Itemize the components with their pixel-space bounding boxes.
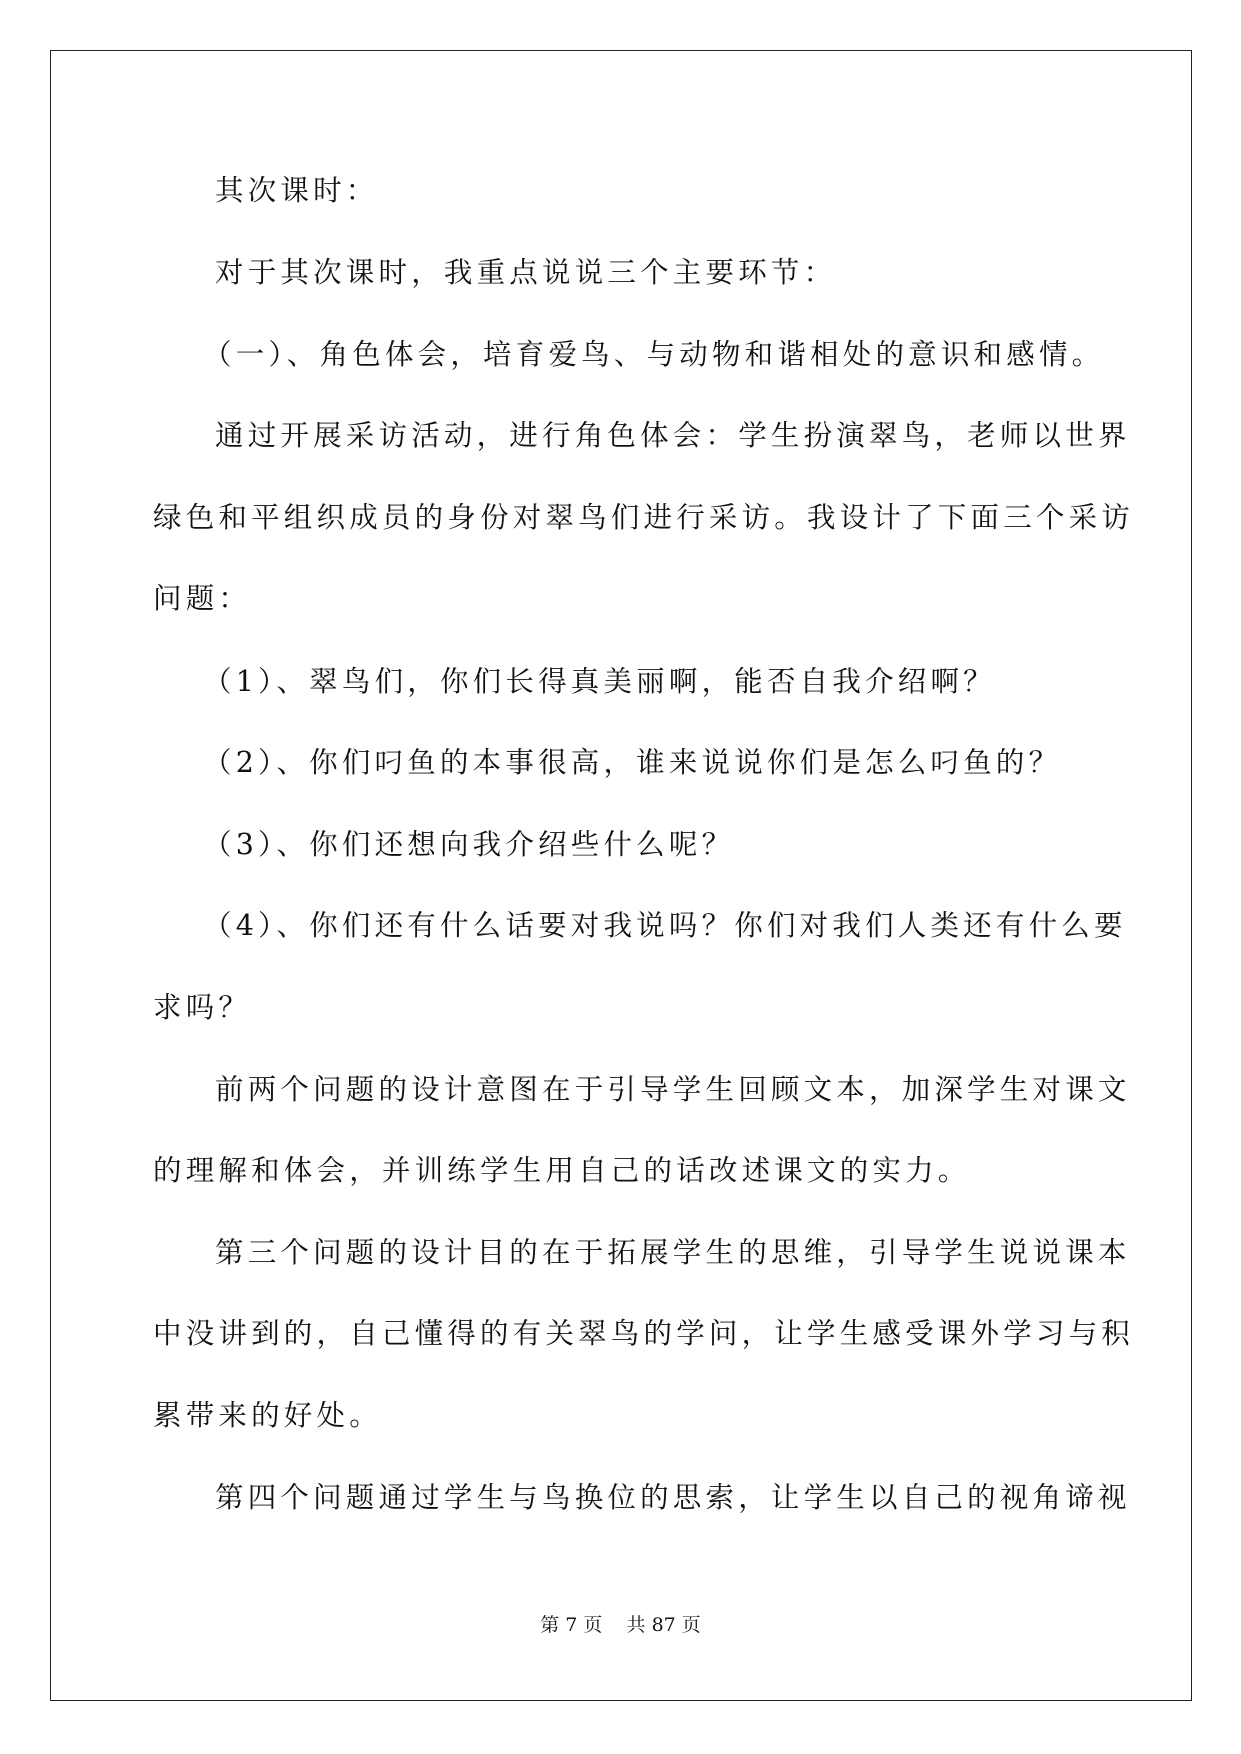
text-line: 对于其次课时，我重点说说三个主要环节：: [215, 256, 837, 289]
text-line: （3）、你们还想向我介绍些什么呢？: [203, 828, 735, 861]
page-total: 共 87 页: [626, 1614, 701, 1636]
page-footer: [0, 1613, 1241, 1637]
text-line: （4）、你们还有什么话要对我说吗？你们对我们人类还有什么要: [203, 909, 1127, 942]
text-line: （一）、角色体会，培育爱鸟、与动物和谐相处的意识和感情。: [203, 338, 1105, 371]
text-line: （2）、你们叼鱼的本事很高，谁来说说你们是怎么叼鱼的？: [203, 746, 1062, 779]
page-number: 第 7 页: [540, 1614, 603, 1636]
text-line: 前两个问题的设计意图在于引导学生回顾文本，加深学生对课文: [215, 1073, 1131, 1106]
page-border: [50, 50, 1192, 1701]
text-line: 的理解和体会，并训练学生用自己的话改述课文的实力。: [153, 1154, 971, 1187]
text-line: 中没讲到的，自己懂得的有关翠鸟的学问，让学生感受课外学习与积: [153, 1317, 1135, 1350]
text-line: 其次课时：: [215, 174, 379, 207]
text-line: 绿色和平组织成员的身份对翠鸟们进行采访。我设计了下面三个采访: [153, 501, 1135, 534]
text-line: 第四个问题通过学生与鸟换位的思索，让学生以自己的视角谛视: [215, 1481, 1131, 1514]
text-line: （1）、翠鸟们，你们长得真美丽啊，能否自我介绍啊？: [203, 665, 996, 698]
text-line: 累带来的好处。: [153, 1399, 382, 1432]
text-line: 问题：: [153, 582, 252, 615]
text-line: 第三个问题的设计目的在于拓展学生的思维，引导学生说说课本: [215, 1236, 1131, 1269]
text-line: 通过开展采访活动，进行角色体会：学生扮演翠鸟，老师以世界: [215, 419, 1131, 452]
text-line: 求吗？: [153, 991, 252, 1024]
